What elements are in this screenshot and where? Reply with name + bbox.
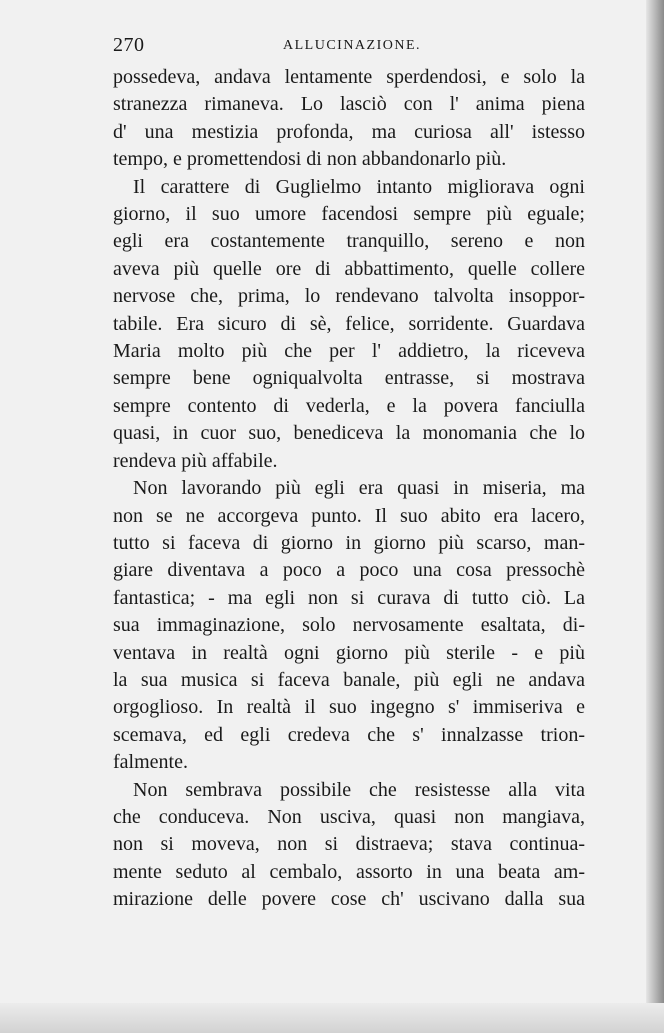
text-line: non se ne accorgeva punto. Il suo abito era lacero,	[113, 504, 585, 527]
text-line: Non sembrava possibile che resistesse alla vita	[133, 778, 585, 801]
running-title: ALLUCINAZIONE.	[283, 38, 422, 53]
page-number: 270	[113, 34, 145, 56]
text-line: che conduceva. Non usciva, quasi non mangiava,	[113, 805, 585, 828]
text-line: non si moveva, non si distraeva; stava continua-	[113, 833, 585, 856]
text-line: tutto si faceva di giorno in giorno più scarso, man-	[113, 531, 585, 554]
body-text	[113, 64, 585, 914]
text-line: la sua musica si faceva banale, più egli ne andava	[113, 668, 585, 691]
text-line: fantastica; - ma egli non si curava di tutto ciò. La	[113, 586, 585, 609]
text-line: stranezza rimaneva. Lo lasciò con l' anima piena	[113, 93, 585, 116]
page-edge-shadow	[646, 0, 664, 1033]
text-line: mente seduto al cembalo, assorto in una beata am-	[113, 860, 585, 883]
text-line: egli era costantemente tranquillo, sereno e non	[113, 230, 585, 253]
text-line: aveva più quelle ore di abbattimento, quelle collere	[113, 257, 585, 280]
page-bottom-edge	[0, 1003, 664, 1033]
text-line: falmente.	[113, 751, 188, 774]
text-line: tabile. Era sicuro di sè, felice, sorridente. Guardava	[113, 312, 585, 335]
text-line: sempre contento di vederla, e la povera fanciulla	[113, 394, 585, 417]
text-line: nervose che, prima, lo rendevano talvolta insoppor-	[113, 285, 585, 308]
text-line: ventava in realtà ogni giorno più sterile - e più	[113, 641, 585, 664]
text-line: rendeva più affabile.	[113, 449, 278, 472]
text-line: scemava, ed egli credeva che s' innalzasse trion-	[113, 723, 585, 746]
text-line: sua immaginazione, solo nervosamente esaltata, di-	[113, 614, 585, 637]
text-line: Non lavorando più egli era quasi in miseria, ma	[133, 477, 585, 500]
text-line: quasi, in cuor suo, benediceva la monomania che lo	[113, 422, 585, 445]
text-line: Il carattere di Guglielmo intanto migliorava ogni	[133, 175, 585, 198]
text-line: giorno, il suo umore facendosi sempre più eguale;	[113, 203, 585, 226]
text-line: orgoglioso. In realtà il suo ingegno s' immiseriva e	[113, 696, 585, 719]
text-line: mirazione delle povere cose ch' uscivano dalla sua	[113, 888, 585, 911]
page-header	[113, 30, 585, 60]
text-line: sempre bene ogniqualvolta entrasse, si mostrava	[113, 367, 585, 390]
text-line: d' una mestizia profonda, ma curiosa all' istesso	[113, 120, 585, 143]
text-line: giare diventava a poco a poco una cosa pressochè	[113, 559, 585, 582]
text-line: Maria molto più che per l' addietro, la riceveva	[113, 340, 585, 363]
text-line: possedeva, andava lentamente sperdendosi, e solo la	[113, 66, 585, 88]
text-line: tempo, e promettendosi di non abbandonarlo più.	[113, 148, 507, 171]
